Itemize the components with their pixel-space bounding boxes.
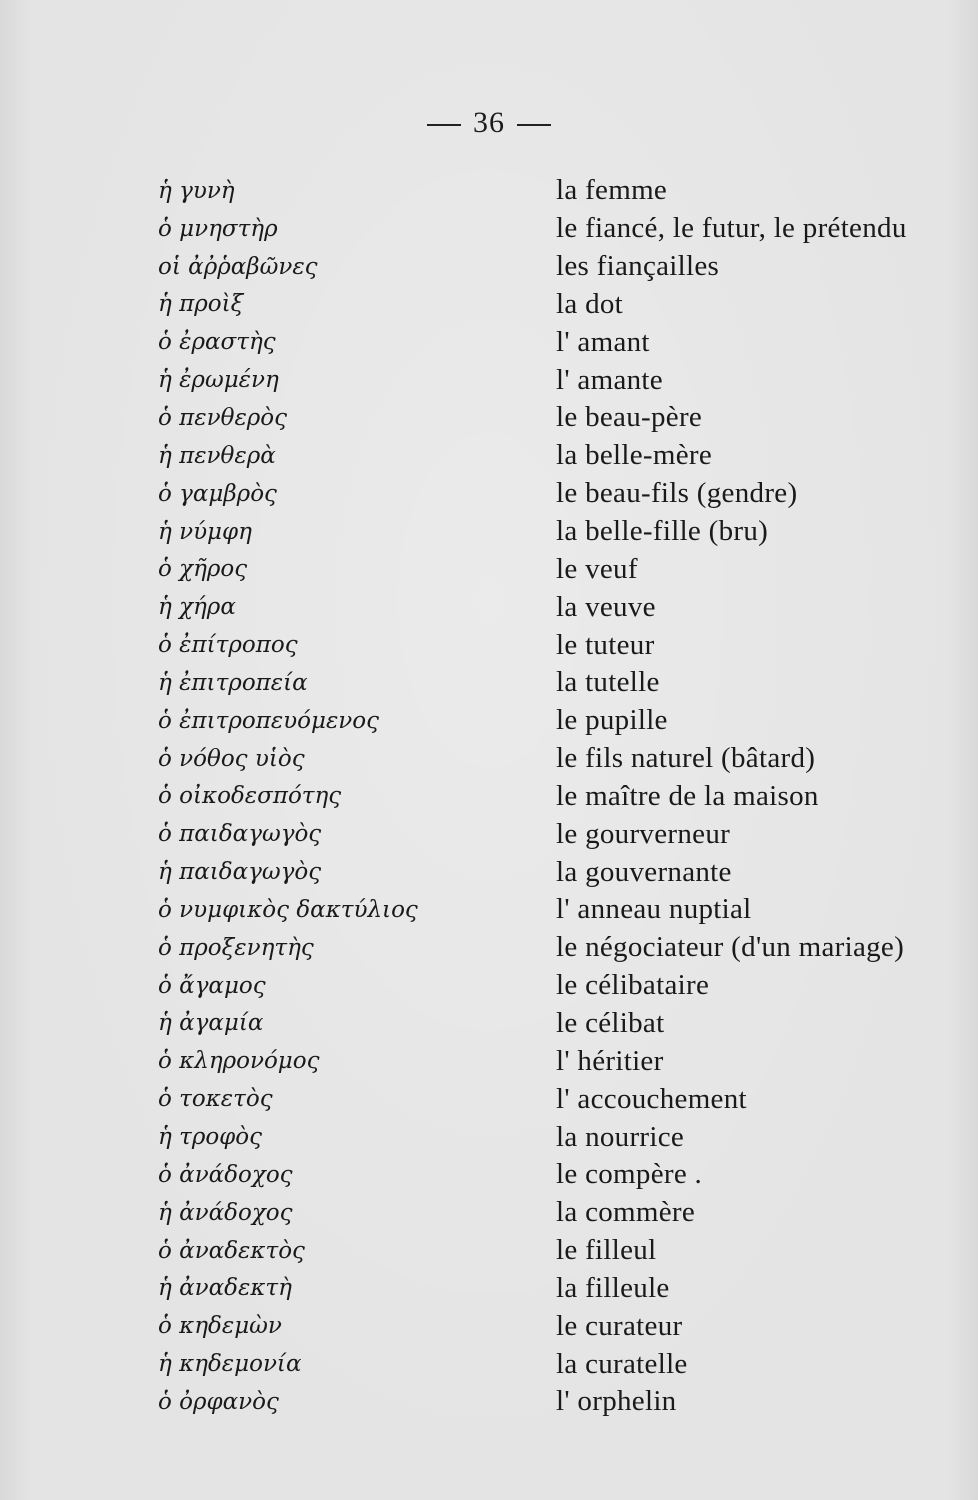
glossary-row bbox=[148, 853, 968, 891]
glossary-row bbox=[148, 967, 968, 1005]
french-translation: le veuf bbox=[556, 552, 638, 585]
french-translation: le compère . bbox=[556, 1158, 703, 1191]
greek-term: ὁ πενθερὸς bbox=[158, 404, 288, 431]
glossary-row bbox=[148, 399, 968, 437]
glossary-row bbox=[148, 248, 968, 286]
french-translation: le beau-père bbox=[556, 401, 703, 434]
glossary-row bbox=[148, 1042, 968, 1080]
french-translation: l' amant bbox=[556, 325, 650, 358]
glossary-row bbox=[148, 550, 968, 588]
french-translation: la filleule bbox=[556, 1271, 670, 1304]
glossary-row bbox=[148, 475, 968, 513]
greek-term: ὁ ἄγαμος bbox=[158, 972, 266, 999]
french-translation: l' amante bbox=[556, 363, 663, 396]
greek-term: οἱ ἀῤῥαβῶνες bbox=[158, 253, 318, 280]
greek-term: ἡ γυνὴ bbox=[158, 177, 235, 204]
glossary-row bbox=[148, 929, 968, 967]
glossary-row bbox=[148, 1194, 968, 1232]
greek-term: ἡ χήρα bbox=[158, 594, 236, 621]
glossary-row bbox=[148, 1345, 968, 1383]
glossary-row bbox=[148, 210, 968, 248]
glossary-row bbox=[148, 323, 968, 361]
glossary-row bbox=[148, 588, 968, 626]
glossary-row bbox=[148, 1269, 968, 1307]
french-translation: le gourverneur bbox=[556, 817, 731, 850]
french-translation: le pupille bbox=[556, 704, 668, 737]
glossary-row bbox=[148, 1307, 968, 1345]
glossary-row bbox=[148, 172, 968, 210]
french-translation: l' accouchement bbox=[556, 1082, 747, 1115]
greek-term: ὁ παιδαγωγὸς bbox=[158, 821, 322, 848]
greek-term: ἡ προὶξ bbox=[158, 291, 244, 318]
greek-term: ὁ κηδεμὼν bbox=[158, 1313, 282, 1340]
greek-term: ἡ παιδαγωγὸς bbox=[158, 859, 322, 886]
greek-term: ἡ κηδεμονία bbox=[158, 1351, 302, 1378]
glossary-row bbox=[148, 361, 968, 399]
glossary-row bbox=[148, 626, 968, 664]
greek-term: ὁ νυμφικὸς δακτύλιος bbox=[158, 896, 418, 923]
greek-term: ἡ πενθερὰ bbox=[158, 442, 276, 469]
glossary-row bbox=[148, 1005, 968, 1043]
glossary-row bbox=[148, 1156, 968, 1194]
french-translation: la tutelle bbox=[556, 666, 660, 699]
french-translation: la dot bbox=[556, 287, 624, 320]
greek-term: ὁ γαμβρὸς bbox=[158, 480, 277, 507]
french-translation: l' héritier bbox=[556, 1044, 664, 1077]
glossary-row bbox=[148, 778, 968, 816]
greek-term: ὁ προξενητὴς bbox=[158, 934, 314, 961]
glossary-row bbox=[148, 1232, 968, 1270]
french-translation: la belle-fille (bru) bbox=[556, 515, 769, 548]
french-translation: la curatelle bbox=[556, 1347, 688, 1380]
greek-term: ἡ ἐπιτροπεία bbox=[158, 669, 308, 696]
greek-term: ἡ νύμφη bbox=[158, 518, 252, 545]
greek-term: ὁ ἀναδεκτὸς bbox=[158, 1237, 305, 1264]
french-translation: le fiancé, le futur, le prétendu bbox=[556, 212, 907, 245]
greek-term: ὁ ἀνάδοχος bbox=[158, 1161, 293, 1188]
greek-term: ὁ κληρονόμος bbox=[158, 1048, 320, 1075]
glossary-row bbox=[148, 286, 968, 324]
glossary-row bbox=[148, 702, 968, 740]
french-translation: le maître de la maison bbox=[556, 779, 819, 812]
greek-term: ἡ ἀγαμία bbox=[158, 1010, 264, 1037]
french-translation: l' orphelin bbox=[556, 1385, 677, 1418]
french-translation: la commère bbox=[556, 1196, 696, 1229]
french-translation: le curateur bbox=[556, 1309, 683, 1342]
greek-term: ὁ νόθος υἱὸς bbox=[158, 745, 305, 772]
french-translation: les fiançailles bbox=[556, 250, 720, 283]
glossary-list bbox=[148, 172, 968, 1421]
french-translation: l' anneau nuptial bbox=[556, 893, 752, 926]
french-translation: la veuve bbox=[556, 590, 656, 623]
french-translation: la femme bbox=[556, 174, 668, 207]
glossary-row bbox=[148, 815, 968, 853]
glossary-row bbox=[148, 1118, 968, 1156]
glossary-row bbox=[148, 891, 968, 929]
glossary-row bbox=[148, 1383, 968, 1421]
greek-term: ἡ ἐρωμένη bbox=[158, 367, 279, 394]
french-translation: le filleul bbox=[556, 1234, 657, 1267]
greek-term: ὁ ἐπίτροπος bbox=[158, 632, 298, 659]
glossary-row bbox=[148, 740, 968, 778]
greek-term: ὁ τοκετὸς bbox=[158, 1086, 273, 1113]
french-translation: le célibat bbox=[556, 1006, 665, 1039]
greek-term: ὁ χῆρος bbox=[158, 556, 248, 583]
greek-term: ὁ οἰκοδεσπότης bbox=[158, 783, 342, 810]
greek-term: ἡ ἀναδεκτὴ bbox=[158, 1275, 292, 1302]
french-translation: le fils naturel (bâtard) bbox=[556, 742, 816, 775]
french-translation: la gouvernante bbox=[556, 855, 732, 888]
greek-term: ὁ ὀρφανὸς bbox=[158, 1388, 279, 1415]
french-translation: le beau-fils (gendre) bbox=[556, 477, 798, 510]
page-number: 36 bbox=[473, 106, 505, 139]
greek-term: ὁ μνηστὴρ bbox=[158, 215, 278, 242]
left-dash bbox=[427, 124, 461, 126]
page-number-header bbox=[0, 106, 978, 140]
french-translation: le négociateur (d'un mariage) bbox=[556, 931, 905, 964]
glossary-row bbox=[148, 437, 968, 475]
glossary-row bbox=[148, 1080, 968, 1118]
french-translation: le tuteur bbox=[556, 628, 655, 661]
glossary-row bbox=[148, 664, 968, 702]
french-translation: la nourrice bbox=[556, 1120, 685, 1153]
greek-term: ἡ τροφὸς bbox=[158, 1124, 263, 1151]
greek-term: ἡ ἀνάδοχος bbox=[158, 1199, 293, 1226]
greek-term: ὁ ἐπιτροπευόμενος bbox=[158, 707, 380, 734]
glossary-row bbox=[148, 513, 968, 551]
french-translation: la belle-mère bbox=[556, 439, 713, 472]
greek-term: ὁ ἐραστὴς bbox=[158, 329, 276, 356]
french-translation: le célibataire bbox=[556, 969, 710, 1002]
right-dash bbox=[517, 124, 551, 126]
